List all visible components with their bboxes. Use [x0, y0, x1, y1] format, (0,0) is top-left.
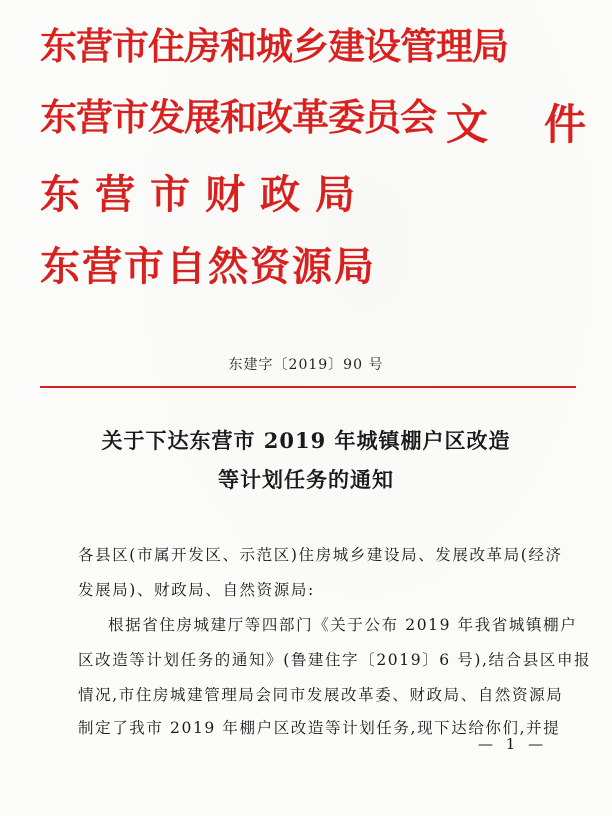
- paragraph-line-3: 情况,市住房城建管理局会同市发展改革委、财政局、自然资源局: [78, 686, 564, 704]
- paragraph-line-2: 区改造等计划任务的通知》(鲁建住字〔2019〕6 号),结合县区申报: [78, 651, 592, 669]
- notice-title-line-2: 等计划任务的通知: [218, 467, 394, 492]
- document-number: 东建字〔2019〕90 号: [228, 357, 384, 373]
- paragraph-line-4: 制定了我市 2019 年棚户区改造等计划任务,现下达给你们,并提: [78, 719, 561, 737]
- notice-title-line-1: 关于下达东营市 2019 年城镇棚户区改造: [101, 428, 511, 453]
- page-number: — 1 —: [478, 735, 548, 753]
- addressee-line-2: 发展局)、财政局、自然资源局:: [78, 581, 315, 599]
- paragraph-line-1: 根据省住房城建厅等四部门《关于公布 2019 年我省城镇棚户: [108, 616, 578, 634]
- issuer-development-commission: 东营市发展和改革委员会: [40, 95, 436, 139]
- document-label-char-1: 文: [446, 100, 489, 149]
- addressee-line-1: 各县区(市属开发区、示范区)住房城乡建设局、发展改革局(经济: [78, 546, 563, 564]
- document-label-char-2: 件: [543, 100, 586, 149]
- document-label: [446, 100, 586, 149]
- issuer-housing-bureau: 东营市住房和城乡建设管理局: [40, 24, 508, 68]
- red-separator-line: [40, 386, 576, 388]
- issuer-finance-bureau: 东营市财政局: [40, 171, 370, 218]
- issuer-natural-resources-bureau: 东营市自然资源局: [40, 243, 376, 290]
